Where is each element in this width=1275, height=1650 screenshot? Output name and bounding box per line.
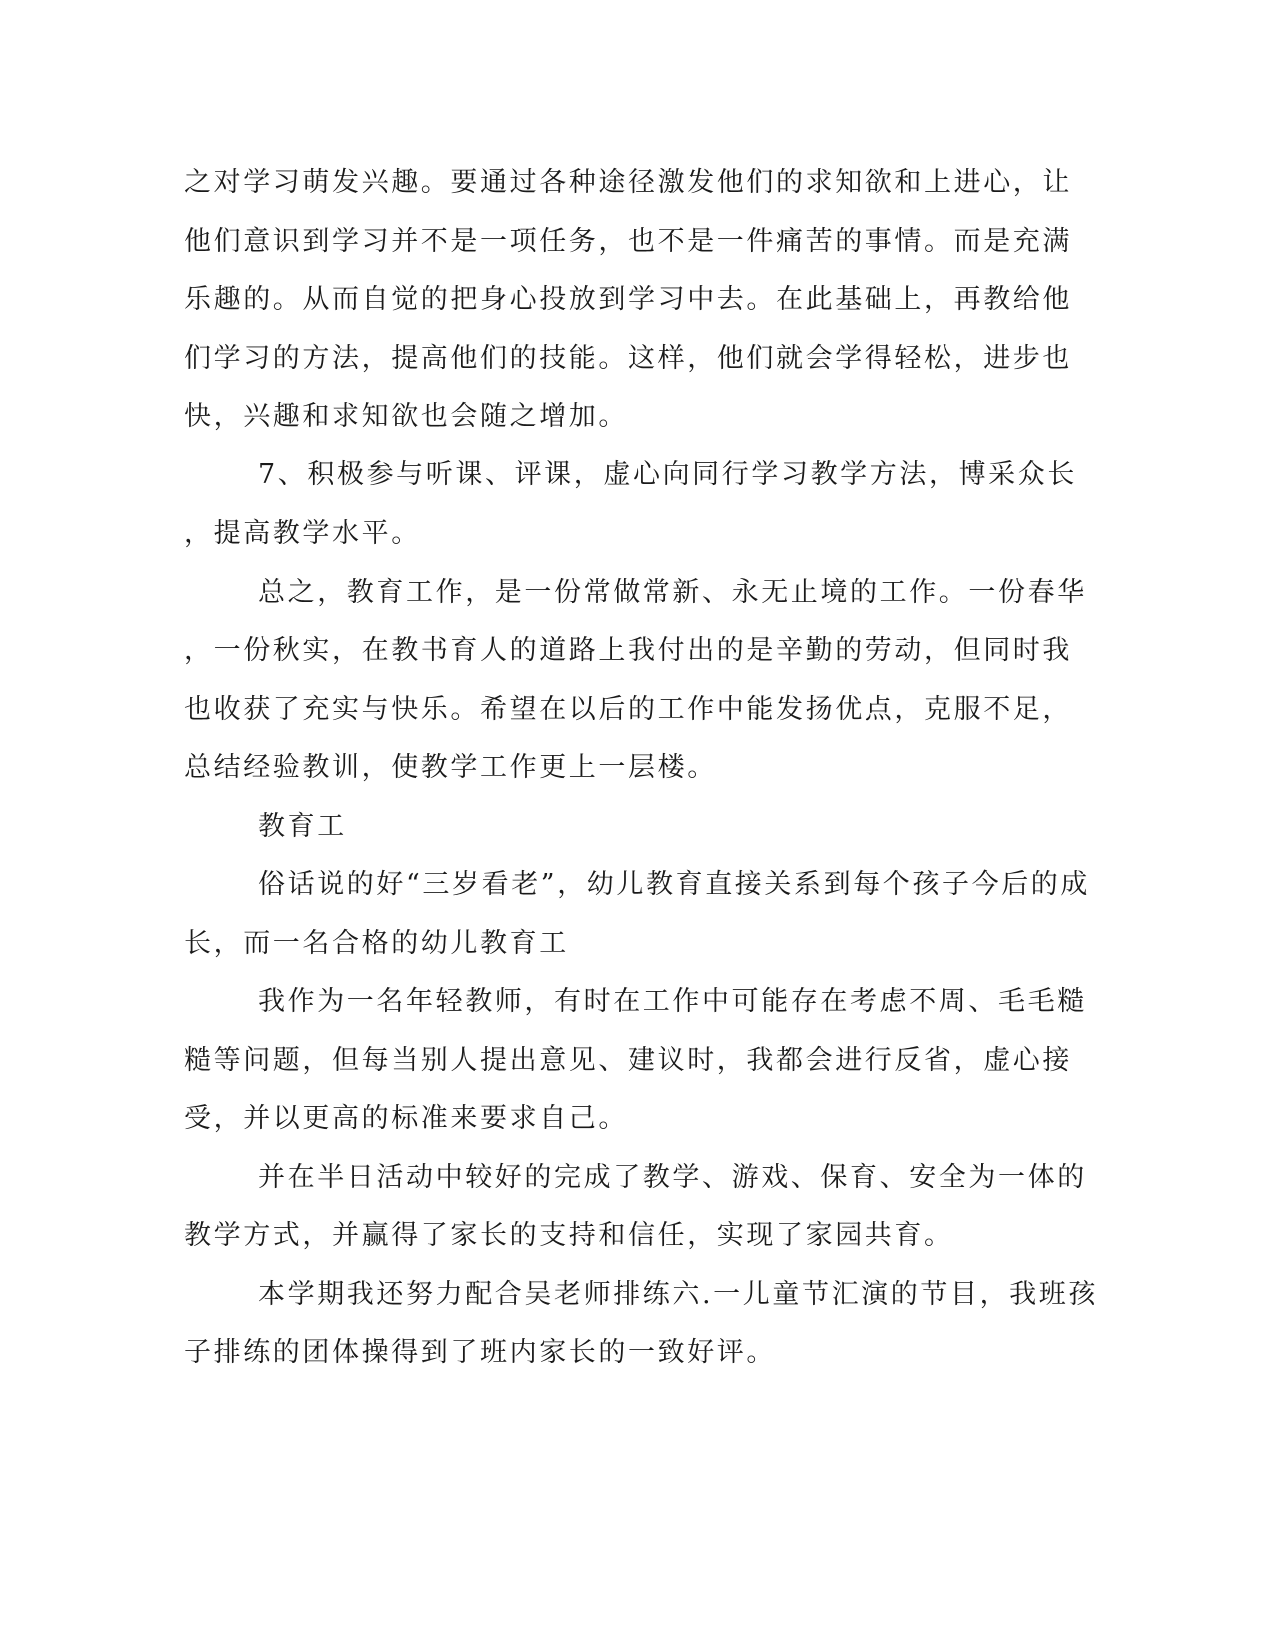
paragraph-line: 我作为一名年轻教师，有时在工作中可能存在考虑不周、毛毛糙 bbox=[258, 986, 1087, 1017]
paragraph-line: ，提高教学水平。 bbox=[184, 518, 421, 549]
paragraph-line: 快，兴趣和求知欲也会随之增加。 bbox=[184, 401, 628, 432]
paragraph-line: 并在半日活动中较好的完成了教学、游戏、保育、安全为一体的 bbox=[258, 1162, 1087, 1193]
paragraph-line: 本学期我还努力配合吴老师排练六.一儿童节汇演的节目，我班孩 bbox=[258, 1279, 1098, 1310]
paragraph-line: 总之，教育工作，是一份常做常新、永无止境的工作。一份春华 bbox=[258, 577, 1087, 608]
paragraph-line: 长，而一名合格的幼儿教育工 bbox=[184, 928, 569, 959]
paragraph-line: 7、积极参与听课、评课，虚心向同行学习教学方法，博采众长 bbox=[258, 459, 1077, 490]
paragraph-line: 俗话说的好“三岁看老”，幼儿教育直接关系到每个孩子今后的成 bbox=[258, 869, 1091, 900]
paragraph-line: 子排练的团体操得到了班内家长的一致好评。 bbox=[184, 1337, 776, 1368]
paragraph-line: 受，并以更高的标准来要求自己。 bbox=[184, 1103, 628, 1134]
paragraph-line: ，一份秋实，在教书育人的道路上我付出的是辛勤的劳动，但同时我 bbox=[184, 635, 1072, 666]
paragraph-line: 之对学习萌发兴趣。要通过各种途径激发他们的求知欲和上进心，让 bbox=[184, 167, 1072, 198]
paragraph-line: 们学习的方法，提高他们的技能。这样，他们就会学得轻松，进步也 bbox=[184, 343, 1072, 374]
paragraph-line: 乐趣的。从而自觉的把身心投放到学习中去。在此基础上，再教给他 bbox=[184, 284, 1072, 315]
paragraph-line: 教学方式，并赢得了家长的支持和信任，实现了家园共育。 bbox=[184, 1220, 954, 1251]
section-heading: 教育工 bbox=[258, 811, 347, 842]
paragraph-line: 也收获了充实与快乐。希望在以后的工作中能发扬优点，克服不足， bbox=[184, 694, 1072, 725]
paragraph-line: 他们意识到学习并不是一项任务，也不是一件痛苦的事情。而是充满 bbox=[184, 226, 1072, 257]
paragraph-line: 总结经验教训，使教学工作更上一层楼。 bbox=[184, 752, 717, 783]
paragraph-line: 糙等问题，但每当别人提出意见、建议时，我都会进行反省，虚心接 bbox=[184, 1045, 1072, 1076]
